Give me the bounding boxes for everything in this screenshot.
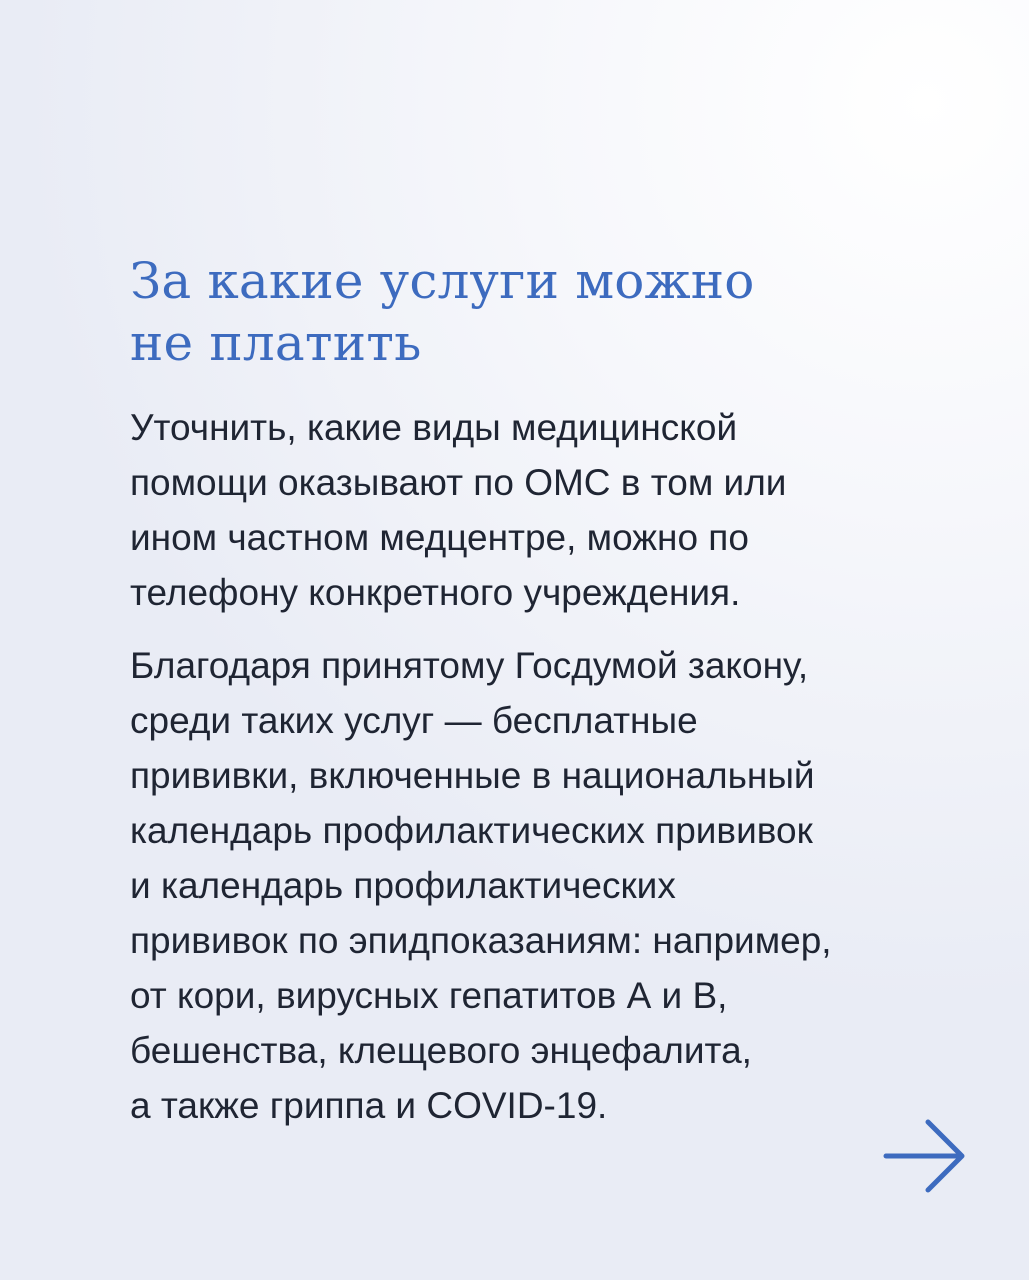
title-line: не платить [130, 314, 422, 372]
paragraph-line: прививок по эпидпоказаниям: например, [130, 920, 832, 961]
paragraph-line: бешенства, клещевого энцефалита, [130, 1030, 752, 1071]
paragraph-line: а также гриппа и COVID-19. [130, 1085, 608, 1126]
paragraph-line: от кори, вирусных гепатитов А и В, [130, 975, 728, 1016]
title-line: За какие услуги можно [130, 252, 755, 310]
paragraph-line: прививки, включенные в национальный [130, 755, 815, 796]
paragraph-omc-services [130, 400, 786, 620]
paragraph-line: и календарь профилактических [130, 865, 676, 906]
paragraph-vaccinations [130, 638, 832, 1133]
paragraph-line: телефону конкретного учреждения. [130, 572, 741, 613]
paragraph-line: ином частном медцентре, можно по [130, 517, 749, 558]
paragraph-line: календарь профилактических прививок [130, 810, 813, 851]
paragraph-line: Уточнить, какие виды медицинской [130, 407, 738, 448]
paragraph-line: среди таких услуг — бесплатные [130, 700, 698, 741]
paragraph-line: помощи оказывают по ОМС в том или [130, 462, 787, 503]
slide-title [130, 250, 950, 374]
next-slide-button[interactable] [880, 1116, 970, 1196]
arrow-right-icon [880, 1116, 970, 1196]
paragraph-line: Благодаря принятому Госдумой закону, [130, 645, 809, 686]
